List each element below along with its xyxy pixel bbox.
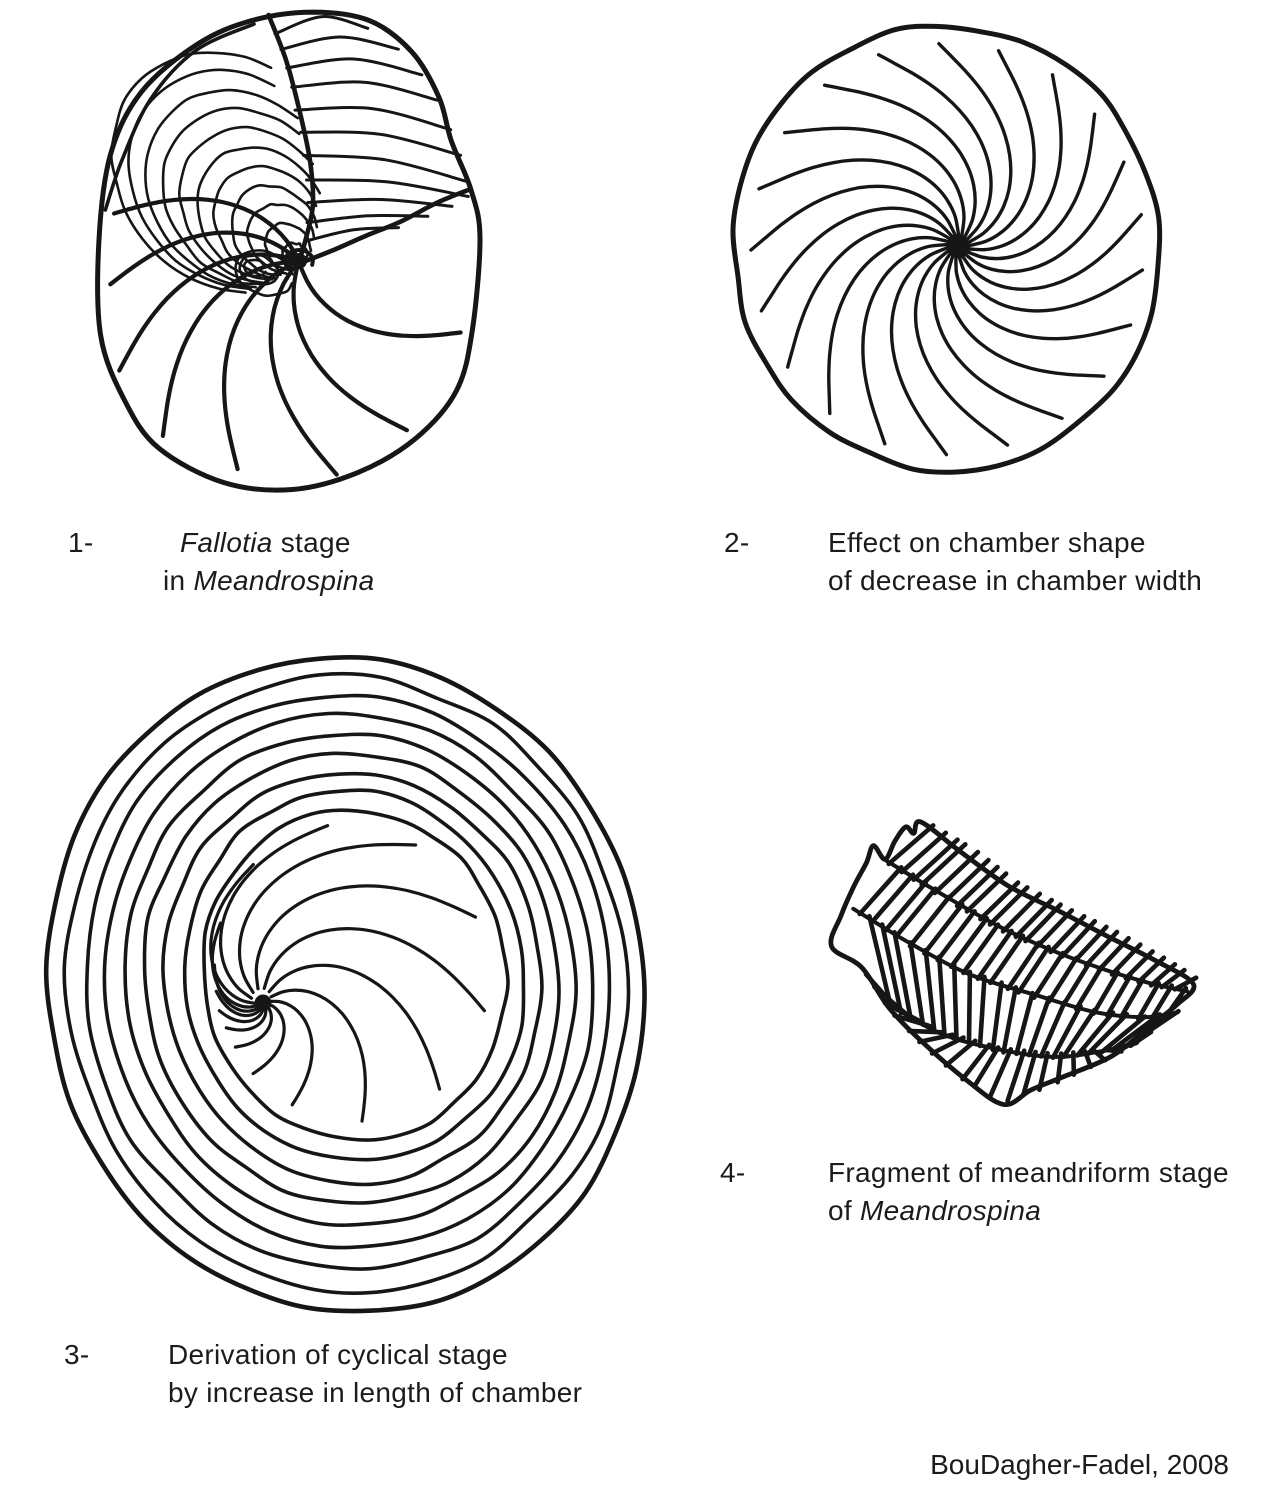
figure-3-caption-line-2: by increase in length of chamber xyxy=(168,1377,583,1408)
caption-genus-text: Meandrospina xyxy=(860,1195,1042,1226)
caption-genus-text: Meandrospina xyxy=(193,565,375,596)
attribution: BouDagher-Fadel, 2008 xyxy=(930,1449,1229,1480)
figure-3-caption xyxy=(168,1336,582,1412)
caption-text: of xyxy=(828,1195,861,1226)
caption-text: stage xyxy=(272,527,351,558)
figure-2-caption xyxy=(828,524,1202,600)
figure-1-caption-line-2 xyxy=(163,562,375,600)
figure-4-caption-line-2 xyxy=(828,1192,1229,1230)
figure-1-caption-line-1 xyxy=(180,524,375,562)
figure-4-meandriform-fragment-drawing xyxy=(831,822,1196,1105)
figure-4-caption-line-1: Fragment of meandriform stage xyxy=(828,1157,1229,1188)
figure-1-caption xyxy=(163,524,375,600)
figure-1-number: 1- xyxy=(68,527,94,558)
figure-3-number: 3- xyxy=(64,1339,90,1370)
figure-2-chamber-shape-drawing xyxy=(733,26,1160,472)
caption-text: in xyxy=(163,565,194,596)
figure-1-fallotia-stage-drawing xyxy=(98,12,480,490)
figure-3-cyclical-stage-drawing xyxy=(46,657,644,1311)
figure-2-number: 2- xyxy=(724,527,750,558)
figure-4-caption xyxy=(828,1154,1229,1230)
figure-3-caption-line-1: Derivation of cyclical stage xyxy=(168,1339,508,1370)
figure-4-number: 4- xyxy=(720,1157,746,1188)
figure-2-caption-line-1: Effect on chamber shape xyxy=(828,527,1146,558)
caption-genus-text: Fallotia xyxy=(180,527,273,558)
figure-2-caption-line-2: of decrease in chamber width xyxy=(828,565,1203,596)
